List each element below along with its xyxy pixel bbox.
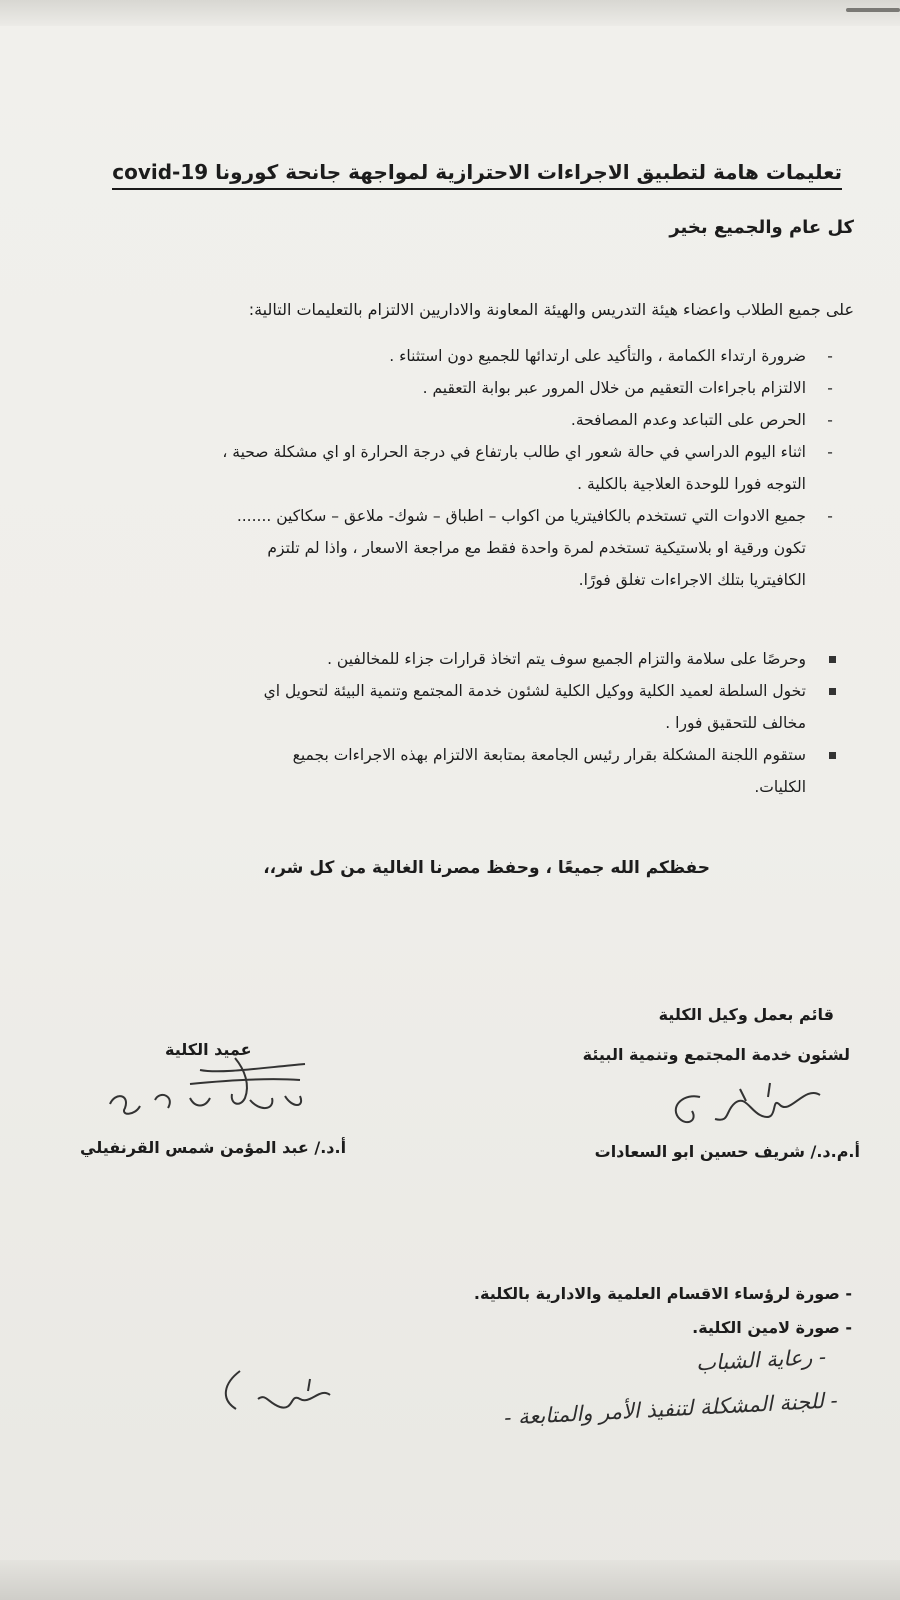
list-item-line: ضرورة ارتداء الكمامة ، والتأكيد على ارتدائها للجميع دون استثناء .: [389, 347, 806, 365]
handwritten-copy-note: - للجنة المشكلة لتنفيذ الأمر والمتابعة -: [503, 1388, 839, 1430]
list-item-line: الحرص على التباعد وعدم المصافحة.: [570, 411, 806, 429]
copy-item: - صورة لرؤساء الاقسام العلمية والادارية بالكلية.: [473, 1284, 852, 1303]
dash-marker: -: [827, 347, 833, 365]
note-item: [60, 739, 840, 803]
intro-line: على جميع الطلاب واعضاء هيئة التدريس والهيئة المعاونة والاداريين الالتزام بالتعليمات التالية:: [248, 300, 854, 319]
list-item-line: تكون ورقية او بلاستيكية تستخدم لمرة واحدة فقط مع مراجعة الاسعار ، واذا لم تلتزم: [267, 539, 806, 557]
note-item: [60, 675, 840, 739]
list-item-line: الكليات.: [754, 778, 806, 796]
right-signatory-role: قائم بعمل وكيل الكلية: [658, 1005, 834, 1024]
list-item-line: التوجه فورا للوحدة العلاجية بالكلية .: [577, 475, 806, 493]
right-signatory-department: لشئون خدمة المجتمع وتنمية البيئة: [582, 1045, 850, 1064]
note-item: [60, 643, 840, 675]
dash-marker: -: [827, 411, 833, 429]
instruction-item: [60, 436, 840, 500]
page-corner-mark: [846, 8, 900, 12]
right-signatory-name: أ.م.د./ شريف حسين ابو السعادات: [594, 1142, 860, 1161]
list-item-line: اثناء اليوم الدراسي في حالة شعور اي طالب بارتفاع في درجة الحرارة او اي مشكلة صحية ،: [222, 443, 806, 461]
dash-marker: -: [827, 507, 833, 525]
instruction-item: [60, 404, 840, 436]
dash-marker: -: [827, 443, 833, 461]
notes-list: [60, 643, 840, 803]
page-top-edge: [0, 0, 900, 26]
closing-line: حفظكم الله جميعًا ، وحفظ مصرنا الغالية من كل شر،،: [263, 858, 710, 878]
document-title: تعليمات هامة لتطبيق الاجراءات الاحترازية لمواجهة جانحة كورونا covid-19: [112, 160, 842, 190]
instruction-item: [60, 340, 840, 372]
left-signatory-name: أ.د./ عبد المؤمن شمس القرنفيلي: [80, 1138, 347, 1157]
greeting-line: كل عام والجميع بخير: [669, 217, 854, 238]
instructions-list: [60, 340, 840, 596]
instruction-item: [60, 500, 840, 596]
left-handwritten-signature: [100, 1050, 320, 1125]
square-bullet-icon: [829, 656, 836, 663]
list-item-line: تخول السلطة لعميد الكلية ووكيل الكلية لشئون خدمة المجتمع وتنمية البيئة لتحويل اي: [263, 682, 806, 700]
list-item-line: مخالف للتحقيق فورا .: [665, 714, 806, 732]
handwritten-copy-note: - رعاية الشباب: [695, 1344, 827, 1376]
list-item-line: الالتزام باجراءات التعقيم من خلال المرور عبر بوابة التعقيم .: [422, 379, 806, 397]
list-item-line: الكافيتريا بتلك الاجراءات تغلق فورًا.: [578, 571, 806, 589]
square-bullet-icon: [829, 688, 836, 695]
copy-item: - صورة لامين الكلية.: [692, 1318, 852, 1337]
list-item-line: ستقوم اللجنة المشكلة بقرار رئيس الجامعة بمتابعة الالتزام بهذه الاجراءات بجميع: [292, 746, 806, 764]
page-bottom-edge: [0, 1560, 900, 1600]
right-handwritten-signature: [620, 1075, 830, 1135]
square-bullet-icon: [829, 752, 836, 759]
left-signatory-role: عميد الكلية: [165, 1040, 252, 1059]
list-item-line: جميع الادوات التي تستخدم بالكافيتريا من اكواب – اطباق – شوك- ملاعق – سكاكين .......: [236, 507, 806, 525]
list-item-line: وحرصًا على سلامة والتزام الجميع سوف يتم اتخاذ قرارات جزاء للمخالفين .: [327, 650, 806, 668]
dash-marker: -: [827, 379, 833, 397]
instruction-item: [60, 372, 840, 404]
copies-list: [474, 1277, 852, 1345]
handwritten-approval-scribble: [210, 1365, 340, 1425]
